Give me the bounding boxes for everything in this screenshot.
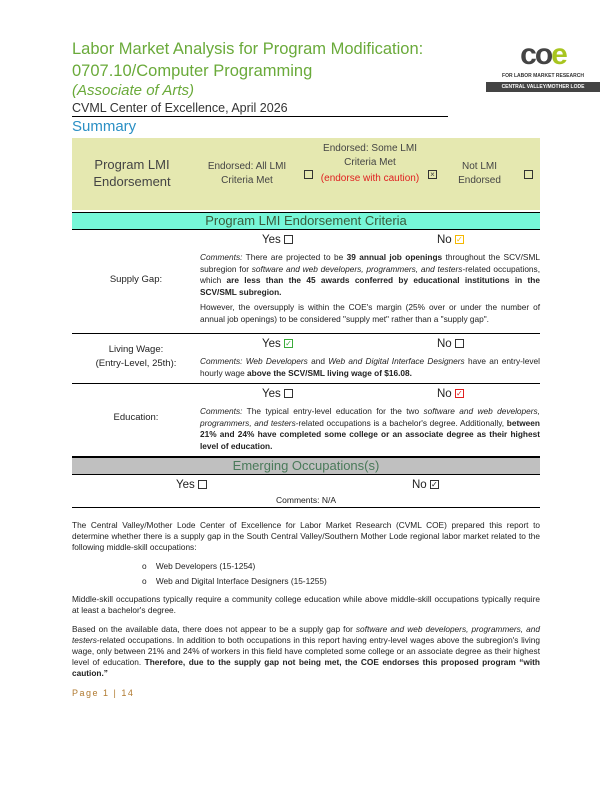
yes-label: Yes xyxy=(262,388,281,400)
list-item: o Web Developers (15-1254) xyxy=(142,561,256,571)
emerging-no-checkbox-checked[interactable]: ✓ xyxy=(431,480,438,490)
living-wage-row xyxy=(72,334,540,384)
page-number: Page 1 | 14 xyxy=(72,688,135,698)
option-label: Not LMI Endorsed xyxy=(458,161,501,186)
divider xyxy=(72,116,448,117)
logo-text: CENTRAL VALLEY/MOTHER LODE xyxy=(486,82,600,92)
title-line: 0707.10/Computer Programming xyxy=(72,62,313,80)
text: software and web developers, programmers, and testers xyxy=(200,406,540,428)
supply-comments xyxy=(200,252,540,325)
yes-checkbox[interactable] xyxy=(284,389,293,398)
emerging-yes-checkbox[interactable] xyxy=(198,480,207,489)
wage-comments xyxy=(200,356,540,379)
text: are less than the 45 awards conferred by educational institutions in the SCV/SML subregion. xyxy=(200,275,540,297)
endorsement-summary xyxy=(72,138,540,210)
checkbox-some-met[interactable]: × xyxy=(428,170,437,179)
text: between 21% and 24% have completed some college or an associate degree as their highest level of education. xyxy=(200,417,540,451)
coe-logo: coe FOR LABOR MARKET RESEARCH CENTRAL VALLEY/MOTHER LODE xyxy=(486,40,600,92)
criteria-heading: Program LMI Endorsement Criteria xyxy=(72,212,540,230)
text: have an entry-level hourly wage xyxy=(200,356,540,378)
criterion-label: Supply Gap: xyxy=(109,273,163,285)
criterion-label: Education: xyxy=(113,412,159,423)
summary-heading: Summary xyxy=(72,118,137,135)
paragraph: The Central Valley/Mother Lode Center of Excellence for Labor Market Research (CVML COE) prepared this report to determine whether there is a supply gap in the South Central Valley/Southern Mother Lode regional labor market related to the following middle-skill occupations: xyxy=(72,520,540,552)
text: and xyxy=(307,356,329,366)
education-row xyxy=(72,384,540,457)
text: Based on the available data, there does not appear to be a supply gap for xyxy=(72,624,356,634)
comments-label: Comments: xyxy=(200,356,243,366)
text: software and web developers, programmers, and testers xyxy=(251,263,463,274)
text: software and web developers, programmers, and testers xyxy=(72,624,540,645)
option-label: Endorsed: Some LMI Criteria Met xyxy=(323,143,417,168)
occupation: Web and Digital Interface Designers (15-1255) xyxy=(155,576,327,586)
emerging-heading: Emerging Occupations(s) xyxy=(72,457,540,475)
document-title xyxy=(72,38,423,116)
no-checkbox[interactable] xyxy=(455,339,464,348)
no-label: No xyxy=(437,234,452,246)
text: throughout the SCV/SML subregion for xyxy=(200,252,540,274)
text: The typical entry-level education for the two xyxy=(242,406,424,416)
text: -related occupations is a bachelor's degree. Additionally, xyxy=(295,417,507,428)
title-degree: (Associate of Arts) xyxy=(72,82,194,99)
checkbox-all-met[interactable] xyxy=(304,170,313,179)
text: Therefore, due to the supply gap not being met, the COE endorses this proposed program “with caution.” xyxy=(72,657,540,678)
text: above the SCV/SML living wage of $16.08. xyxy=(247,367,412,378)
occupation-list xyxy=(142,561,540,587)
no-checkbox-checked[interactable]: ✓ xyxy=(456,389,463,399)
supply-gap-row xyxy=(72,230,540,334)
list-item: o Web and Digital Interface Designers (15-1255) xyxy=(142,576,327,586)
no-checkbox-checked[interactable]: ✓ xyxy=(456,235,463,245)
paragraph xyxy=(72,624,540,679)
comments-label: Comments: xyxy=(200,406,243,416)
yes-checkbox-checked[interactable]: ✓ xyxy=(285,339,292,349)
yes-label: Yes xyxy=(262,234,281,246)
text: -related occupations, which xyxy=(200,263,540,285)
criteria-section xyxy=(72,212,540,699)
yes-checkbox[interactable] xyxy=(284,235,293,244)
yes-label: Yes xyxy=(262,338,281,350)
yes-label: Yes xyxy=(176,479,195,491)
title-line: Labor Market Analysis for Program Modification: xyxy=(72,40,424,58)
text: There are projected to be xyxy=(242,252,347,262)
emerging-comments: Comments: N/A xyxy=(72,494,540,508)
paragraph: Middle-skill occupations typically require a community college education while above middle-skill occupations typically require at least a bachelor's degree. xyxy=(72,594,540,615)
subtitle: CVML Center of Excellence, April 2026 xyxy=(72,101,288,115)
text: Web and Digital Interface Designers xyxy=(328,356,465,366)
text: Web Developers xyxy=(245,356,308,366)
text: -related occupations. In addition to both occupations in this report having entry-level wages above the subregion's living wage, only between 21% and 24% of workers in this field have completed some college or an associate degree as their highest level of education. xyxy=(72,635,540,667)
criterion-label: Living Wage: xyxy=(108,343,164,355)
text: However, the oversupply is within the COE's margin (25% over or under the number of annual job openings) to be considered "supply met" rather than a "supply gap". xyxy=(200,302,540,324)
education-comments xyxy=(200,406,540,452)
endorsement-label: Program LMI Endorsement xyxy=(93,157,171,189)
comments-label: Comments: xyxy=(200,252,243,262)
no-label: No xyxy=(437,338,452,350)
body-text xyxy=(72,520,540,679)
option-label: Endorsed: All LMI Criteria Met xyxy=(207,161,287,186)
no-label: No xyxy=(437,388,452,400)
text: 39 annual job openings xyxy=(346,252,443,262)
occupation: Web Developers (15-1254) xyxy=(155,561,256,571)
criterion-label: (Entry-Level, 25th): xyxy=(95,357,177,369)
option-note: (endorse with caution) xyxy=(320,173,420,184)
no-label: No xyxy=(412,479,427,491)
logo-text: FOR LABOR MARKET RESEARCH xyxy=(502,73,584,79)
checkbox-not-endorsed[interactable] xyxy=(524,170,533,179)
